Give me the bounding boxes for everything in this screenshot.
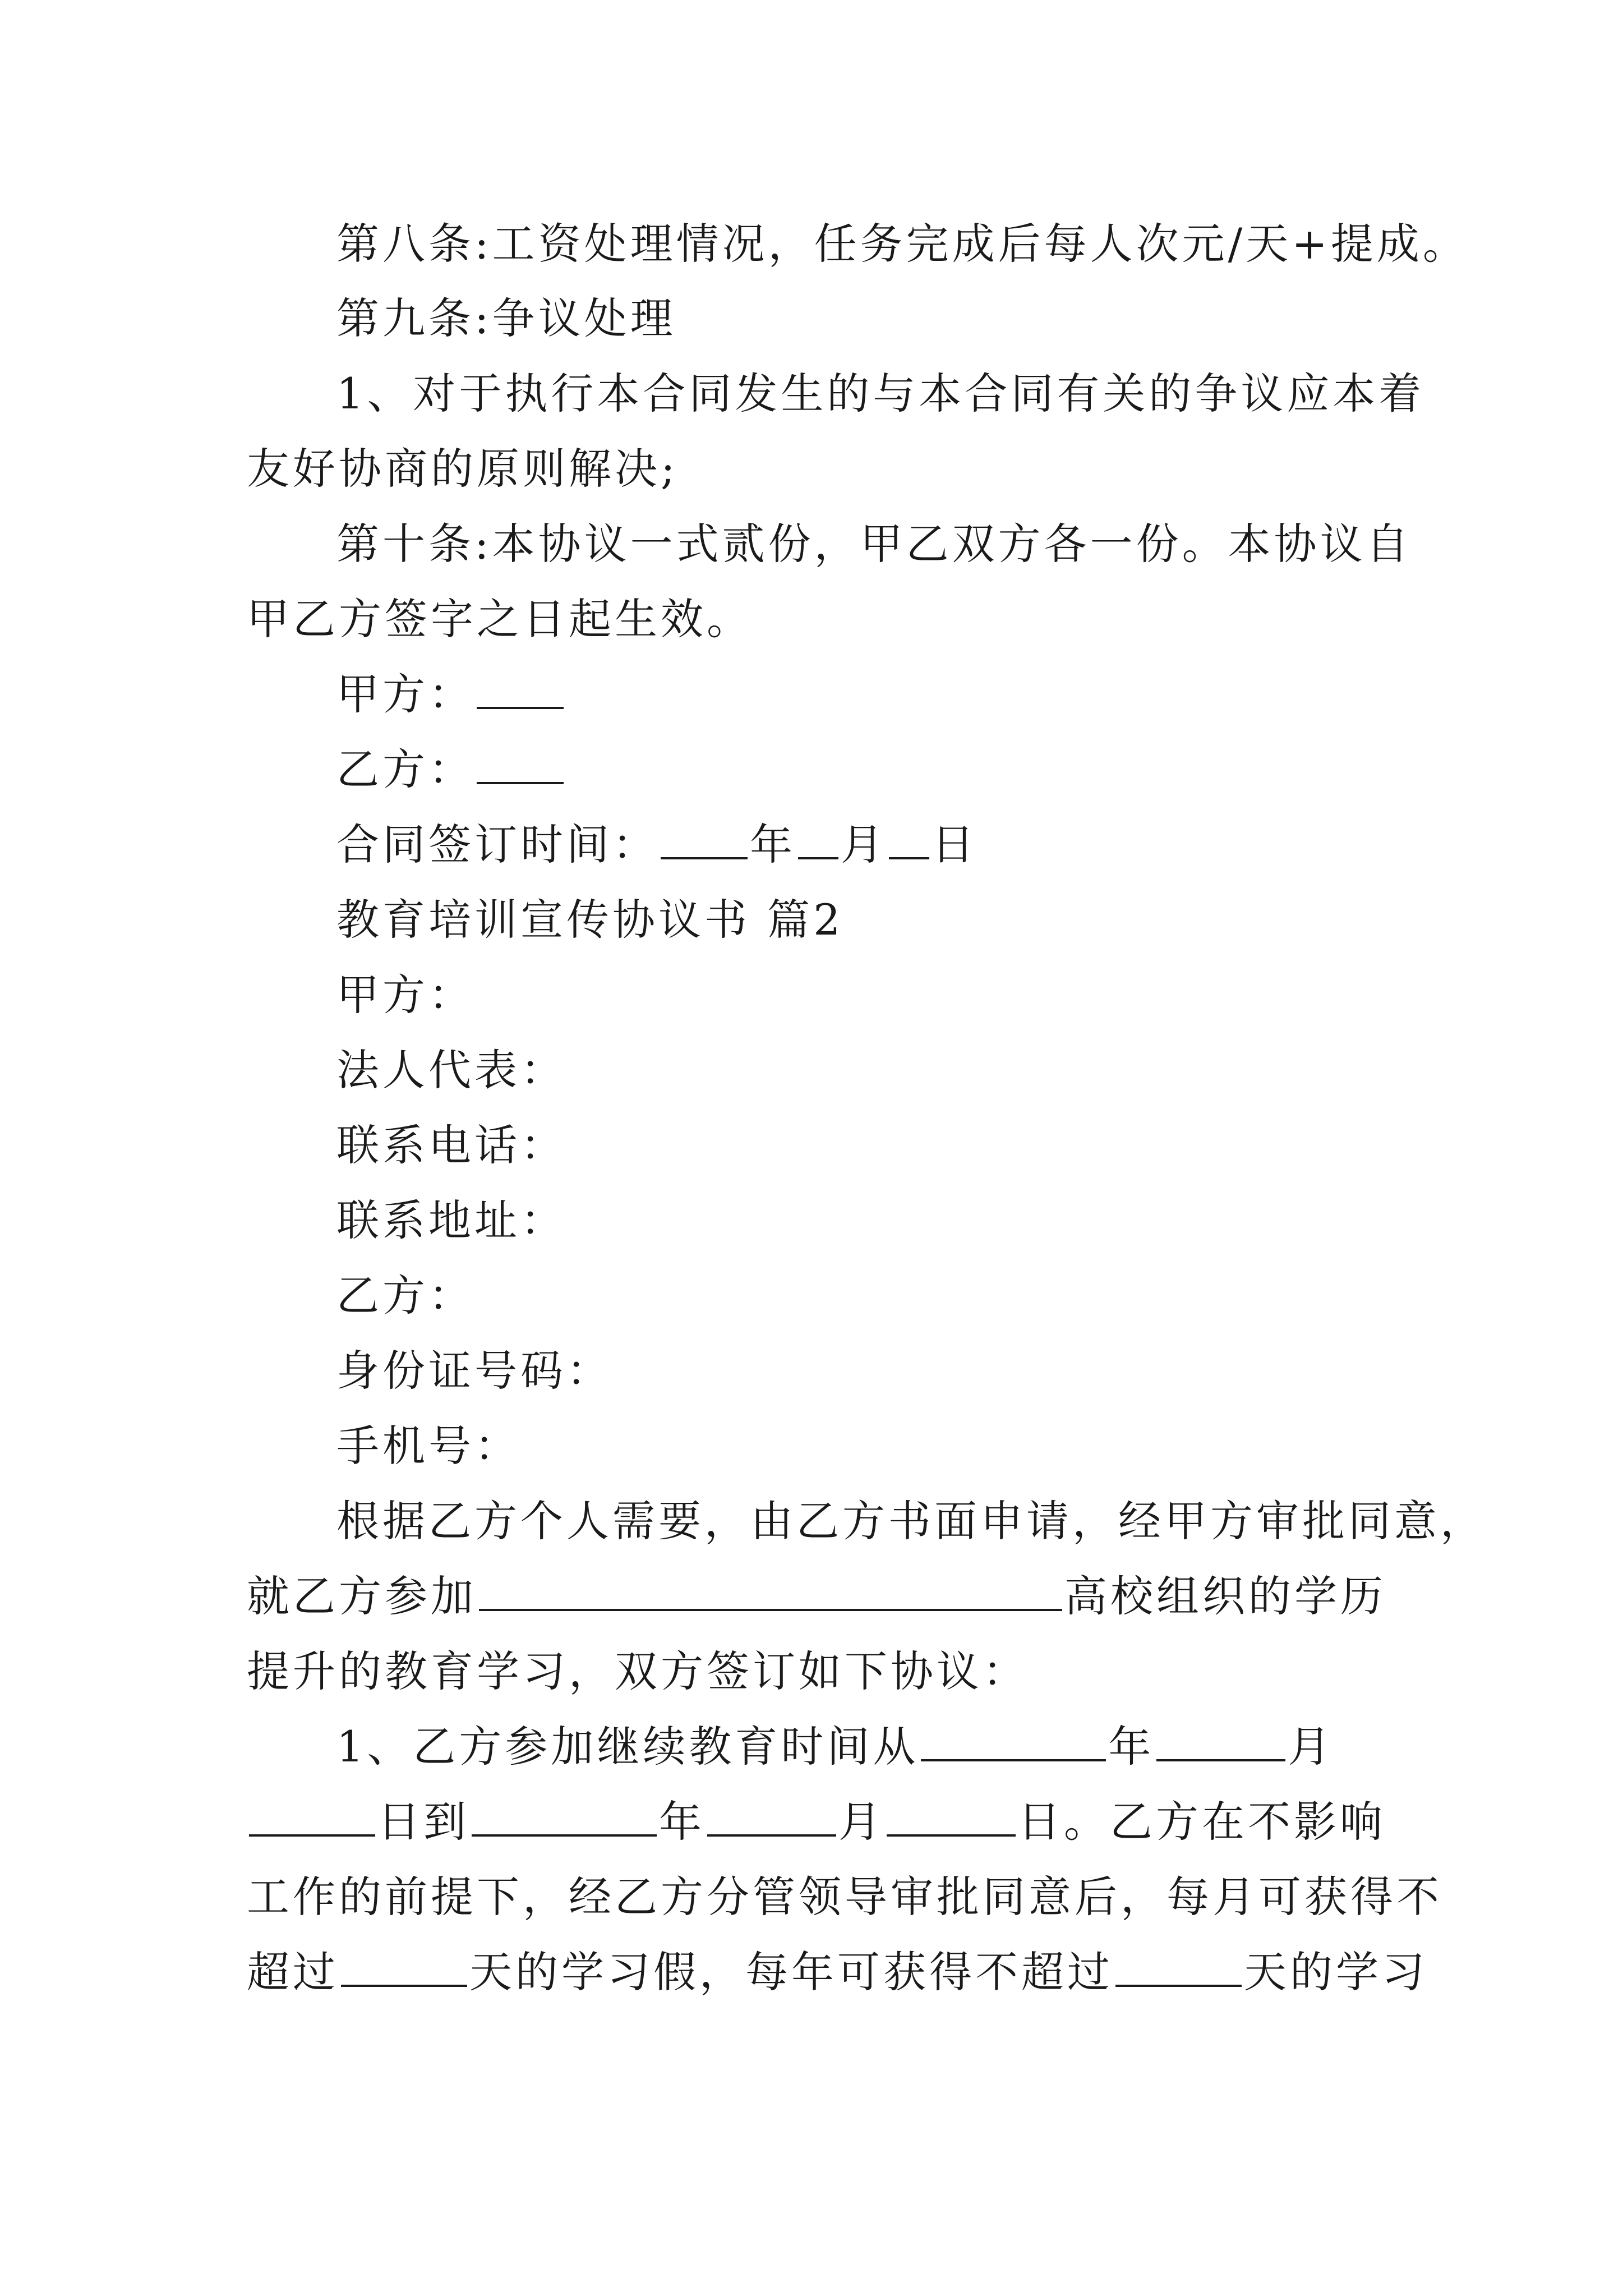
party-a-signature-label: 甲方： xyxy=(336,669,474,719)
article-8: 第八条:工资处理情况，任务完成后每人次元/天+提成。 xyxy=(336,219,1469,269)
month-label: 月 xyxy=(841,820,887,869)
end-day-blank[interactable] xyxy=(887,1795,1016,1837)
mobile-field: 手机号： xyxy=(336,1421,520,1471)
start-month-label: 月 xyxy=(1288,1722,1334,1772)
item-1-line-1-pre: 1、乙方参加继续教育时间从 xyxy=(336,1722,919,1772)
end-year-label: 年 xyxy=(659,1797,705,1847)
intro-line-2-post: 高校组织的学历 xyxy=(1064,1571,1386,1621)
sign-date xyxy=(336,817,978,873)
article-10-line-1: 第十条:本协议一式贰份，甲乙双方各一份。本协议自 xyxy=(336,519,1412,569)
start-day-label: 日到 xyxy=(377,1797,469,1847)
item-1-line-4 xyxy=(247,1944,1428,2000)
item-1-line-2-tail: 。乙方在不影响 xyxy=(1064,1797,1386,1847)
party-a-signature-blank[interactable] xyxy=(477,668,564,709)
start-day-blank[interactable] xyxy=(249,1795,375,1837)
start-year-blank[interactable] xyxy=(921,1720,1106,1761)
legal-rep-field: 法人代表： xyxy=(336,1045,566,1095)
item-1-line-1 xyxy=(336,1719,1334,1775)
party-a-signature xyxy=(336,666,566,723)
end-day-label: 日 xyxy=(1018,1797,1064,1847)
party-a-field: 甲方： xyxy=(336,970,474,1020)
end-month-blank[interactable] xyxy=(707,1795,836,1837)
party-b-signature xyxy=(336,742,566,798)
party-b-signature-label: 乙方： xyxy=(336,744,474,794)
id-number-field: 身份证号码： xyxy=(336,1346,612,1396)
end-year-blank[interactable] xyxy=(472,1795,657,1837)
intro-line-1: 根据乙方个人需要，由乙方书面申请，经甲方审批同意， xyxy=(336,1496,1486,1546)
sign-day-blank[interactable] xyxy=(889,818,929,859)
school-blank[interactable] xyxy=(479,1570,1062,1611)
item-1-line-4-pre: 超过 xyxy=(247,1947,339,1997)
item-1-line-4-mid: 天的学习假，每年可获得不超过 xyxy=(469,1947,1113,1997)
start-year-label: 年 xyxy=(1108,1722,1155,1772)
address-field: 联系地址： xyxy=(336,1195,566,1245)
article-9: 第九条:争议处理 xyxy=(336,293,676,343)
item-1-line-3: 工作的前提下，经乙方分管领导审批同意后，每月可获得不 xyxy=(247,1872,1442,1922)
item-1-line-2 xyxy=(247,1794,1386,1850)
intro-line-3: 提升的教育学习，双方签订如下协议： xyxy=(247,1646,1029,1696)
year-label: 年 xyxy=(750,820,796,869)
party-b-field: 乙方： xyxy=(336,1271,474,1320)
article-10-line-2: 甲乙方签字之日起生效。 xyxy=(247,594,753,644)
intro-line-2-pre: 就乙方参加 xyxy=(247,1571,477,1621)
party-b-signature-blank[interactable] xyxy=(477,743,564,784)
item-1-line-4-post: 天的学习 xyxy=(1244,1947,1428,1997)
day-label: 日 xyxy=(932,820,978,869)
section-title: 教育培训宣传协议书 篇2 xyxy=(336,895,844,945)
clause-1-line-1: 1、对于执行本合同发生的与本合同有关的争议应本着 xyxy=(336,369,1425,418)
end-month-label: 月 xyxy=(838,1797,884,1847)
sign-date-label: 合同签订时间： xyxy=(336,820,658,869)
intro-line-2 xyxy=(247,1568,1386,1625)
monthly-leave-blank[interactable] xyxy=(341,1945,467,1987)
start-month-blank[interactable] xyxy=(1156,1720,1285,1761)
clause-1-line-2: 友好协商的原则解决; xyxy=(247,444,679,494)
sign-year-blank[interactable] xyxy=(661,818,748,859)
phone-field: 联系电话： xyxy=(336,1120,566,1170)
yearly-leave-blank[interactable] xyxy=(1115,1945,1242,1987)
sign-month-blank[interactable] xyxy=(798,818,838,859)
